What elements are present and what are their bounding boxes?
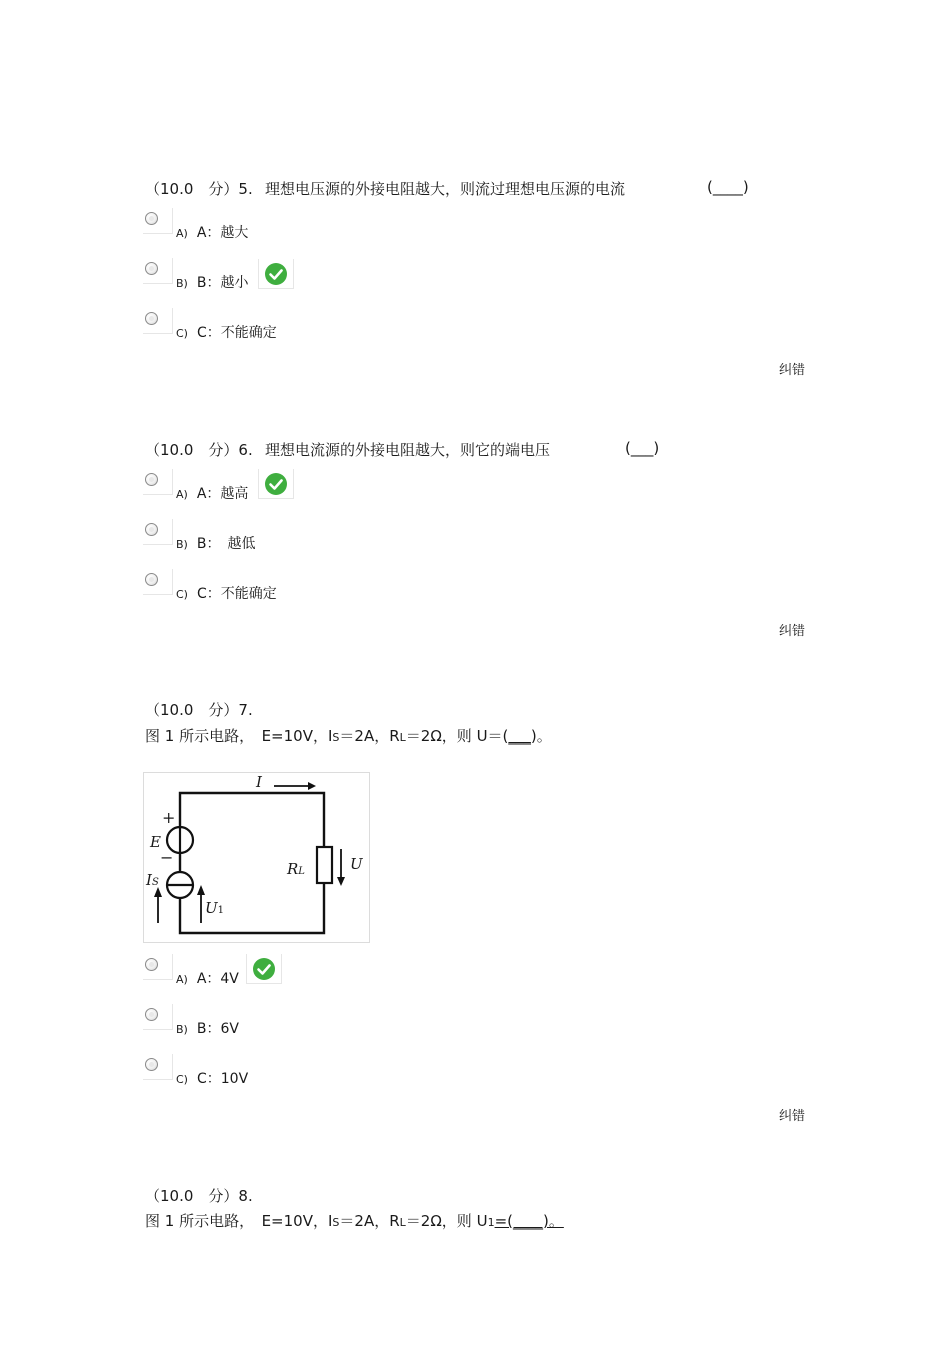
option-c[interactable]	[176, 322, 277, 342]
option-label: C：不能确定	[196, 325, 277, 341]
option-c-radio[interactable]	[143, 569, 173, 595]
option-label: B： 越低	[196, 536, 256, 552]
option-a-radio[interactable]	[143, 954, 173, 980]
answer-blank: (____)	[707, 178, 749, 196]
question-text: 图 1 所示电路， E=10V，IS＝2A，RL＝2Ω，则 U1=(____)。	[145, 1212, 564, 1230]
radio-icon	[145, 473, 158, 486]
option-a[interactable]	[176, 483, 248, 503]
correct-check-icon	[246, 954, 282, 984]
resistor-symbol	[317, 847, 332, 883]
report-error-link[interactable]: 纠错	[779, 363, 806, 378]
option-label: C：10V	[196, 1071, 249, 1087]
option-c[interactable]	[176, 1068, 248, 1088]
option-a-radio[interactable]	[143, 208, 173, 234]
option-label: A：4V	[196, 971, 239, 987]
radio-icon	[145, 958, 158, 971]
option-a-radio[interactable]	[143, 469, 173, 495]
answer-blank: ___	[508, 727, 531, 745]
option-b-radio[interactable]	[143, 1004, 173, 1030]
option-label: C：不能确定	[196, 586, 277, 602]
radio-icon	[145, 312, 158, 325]
option-label: B：6V	[196, 1021, 239, 1037]
question-text: 理想电压源的外接电阻越大，则流过理想电压源的电流	[265, 180, 626, 198]
label-minus: −	[160, 848, 174, 867]
label-is: IS	[146, 871, 159, 889]
report-error-link[interactable]: 纠错	[779, 1109, 806, 1124]
label-current-i: I	[256, 773, 262, 791]
option-a[interactable]	[176, 968, 239, 988]
question-text: 理想电流源的外接电阻越大，则它的端电压	[265, 441, 551, 459]
question-score: （10.0 分）6.	[145, 441, 253, 459]
option-a[interactable]	[176, 222, 248, 242]
option-letter: B)	[176, 277, 188, 290]
option-label: A：越大	[196, 225, 249, 241]
option-label: A：越高	[196, 486, 249, 502]
option-b[interactable]	[176, 533, 255, 553]
radio-icon	[145, 1058, 158, 1071]
label-u1: U1	[205, 899, 225, 917]
option-letter: A)	[176, 488, 188, 501]
option-b-radio[interactable]	[143, 519, 173, 545]
radio-icon	[145, 1008, 158, 1021]
circuit-diagram	[143, 772, 370, 943]
answer-blank: =(____)。	[494, 1212, 564, 1230]
radio-icon	[145, 573, 158, 586]
option-letter: C)	[176, 327, 188, 340]
answer-blank: (___)	[625, 439, 660, 457]
question-score: （10.0 分）7.	[145, 701, 253, 719]
option-b[interactable]	[176, 272, 248, 292]
option-b[interactable]	[176, 1018, 239, 1038]
option-b-radio[interactable]	[143, 258, 173, 284]
label-u: U	[350, 855, 363, 873]
option-c-radio[interactable]	[143, 308, 173, 334]
option-letter: A)	[176, 973, 188, 986]
option-letter: C)	[176, 1073, 188, 1086]
correct-check-icon	[258, 259, 294, 289]
label-plus: +	[162, 808, 176, 827]
question-text: 图 1 所示电路， E=10V，IS＝2A，RL＝2Ω，则 U＝(___)。	[145, 727, 552, 745]
option-letter: B)	[176, 1023, 188, 1036]
option-letter: C)	[176, 588, 188, 601]
question-score: （10.0 分）5.	[145, 180, 253, 198]
question-score: （10.0 分）8.	[145, 1187, 253, 1205]
option-c[interactable]	[176, 583, 277, 603]
label-rl: RL	[287, 860, 305, 878]
report-error-link[interactable]: 纠错	[779, 624, 806, 639]
radio-icon	[145, 212, 158, 225]
option-c-radio[interactable]	[143, 1054, 173, 1080]
option-label: B：越小	[196, 275, 249, 291]
radio-icon	[145, 262, 158, 275]
correct-check-icon	[258, 469, 294, 499]
option-letter: B)	[176, 538, 188, 551]
option-letter: A)	[176, 227, 188, 240]
radio-icon	[145, 523, 158, 536]
label-e: E	[150, 833, 161, 851]
